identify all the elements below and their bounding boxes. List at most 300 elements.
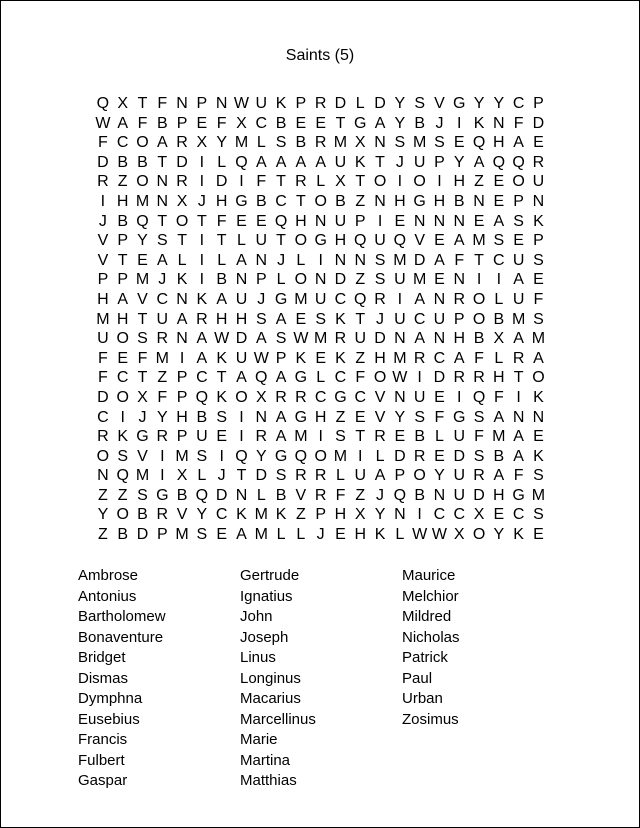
grid-letter: K (117, 428, 129, 446)
word-list-item: Martina (240, 751, 291, 769)
grid-letter: R (156, 428, 169, 446)
grid-letter: A (493, 408, 505, 426)
grid-letter: Y (97, 506, 109, 524)
grid-letter: R (314, 486, 327, 504)
grid-letter: T (355, 428, 366, 446)
grid-letter: G (136, 428, 149, 446)
grid-letter: V (374, 408, 386, 426)
grid-letter: N (255, 251, 268, 269)
grid-row (93, 349, 548, 369)
grid-letter: C (433, 506, 446, 524)
grid-letter: T (137, 95, 148, 112)
grid-letter: Z (295, 506, 306, 524)
grid-letter: I (160, 447, 165, 465)
grid-letter: Y (394, 408, 406, 426)
grid-letter: B (117, 526, 129, 544)
grid-letter: J (435, 114, 444, 132)
grid-letter: Q (354, 290, 367, 308)
grid-letter: M (472, 232, 486, 250)
grid-letter: T (295, 192, 306, 210)
grid-letter: M (294, 428, 308, 446)
grid-letter: I (199, 271, 205, 289)
grid-letter: F (98, 369, 108, 387)
grid-letter: T (355, 173, 366, 191)
grid-letter: U (512, 251, 525, 269)
grid-letter: Z (117, 173, 128, 191)
grid-letter: E (473, 212, 485, 230)
grid-letter: I (417, 369, 422, 387)
grid-letter: C (314, 388, 327, 406)
grid-letter: S (414, 95, 425, 112)
word-list-item: John (240, 608, 273, 625)
grid-letter: D (97, 388, 109, 406)
word-list-column-3 (402, 566, 460, 730)
grid-row (93, 388, 548, 408)
grid-letter: N (156, 173, 169, 191)
grid-letter: V (176, 506, 188, 524)
grid-letter: P (354, 212, 366, 230)
grid-letter: M (234, 134, 249, 152)
grid-letter: R (156, 506, 169, 524)
grid-letter: B (176, 486, 188, 504)
grid-letter: G (156, 486, 169, 504)
grid-letter: W (95, 114, 111, 132)
grid-letter: I (457, 114, 462, 132)
grid-letter: R (295, 467, 307, 485)
grid-letter: M (531, 486, 546, 504)
grid-letter: O (175, 212, 189, 230)
grid-letter: I (377, 212, 383, 230)
grid-letter: Q (255, 369, 268, 387)
grid-letter: N (176, 330, 188, 348)
grid-letter: N (493, 114, 505, 132)
grid-letter: O (314, 447, 327, 465)
grid-letter: A (434, 251, 445, 269)
grid-letter: O (314, 192, 327, 210)
grid-letter: T (177, 232, 187, 250)
grid-letter: P (176, 114, 188, 132)
grid-letter: S (414, 408, 425, 426)
grid-letter: G (294, 369, 308, 387)
grid-letter: K (473, 114, 485, 132)
grid-letter: R (532, 153, 545, 171)
grid-letter: U (334, 153, 347, 171)
grid-letter: L (375, 447, 385, 465)
grid-letter: B (255, 192, 267, 210)
grid-row (93, 290, 548, 310)
grid-letter: F (355, 369, 366, 387)
grid-letter: X (137, 388, 148, 406)
grid-letter: A (453, 232, 465, 250)
grid-letter: O (116, 388, 129, 406)
grid-letter: G (453, 95, 466, 112)
grid-letter: A (255, 330, 267, 348)
grid-letter: C (156, 290, 169, 308)
grid-letter: L (256, 486, 266, 504)
grid-letter: W (392, 369, 408, 387)
grid-letter: D (413, 251, 426, 269)
grid-letter: R (334, 330, 347, 348)
grid-letter: S (137, 486, 148, 504)
grid-letter: R (156, 330, 169, 348)
grid-letter: B (414, 114, 425, 132)
grid-letter: H (433, 192, 446, 210)
grid-letter: A (295, 153, 307, 171)
grid-row (93, 329, 548, 349)
grid-letter: F (216, 212, 227, 230)
grid-letter: I (358, 447, 363, 465)
grid-letter: D (255, 467, 268, 485)
grid-letter: U (532, 173, 545, 191)
grid-letter: U (453, 486, 466, 504)
grid-row (93, 466, 548, 486)
grid-letter: V (295, 486, 307, 504)
grid-letter: Q (294, 447, 308, 465)
grid-letter: B (493, 447, 505, 465)
grid-letter: A (275, 310, 287, 328)
grid-letter: A (493, 212, 505, 230)
grid-letter: V (434, 95, 445, 112)
grid-letter: B (414, 428, 425, 446)
grid-letter: H (97, 290, 109, 308)
grid-letter: Z (117, 486, 128, 504)
grid-letter: A (216, 290, 228, 308)
word-list-item: Dymphna (78, 690, 143, 707)
grid-letter: B (137, 153, 148, 171)
grid-letter: B (117, 153, 129, 171)
grid-letter: T (196, 212, 207, 230)
grid-row (93, 427, 548, 447)
grid-letter: J (217, 467, 226, 485)
grid-letter: U (453, 428, 466, 446)
grid-letter: P (513, 192, 524, 210)
grid-letter: N (235, 486, 248, 504)
grid-letter: R (255, 428, 268, 446)
grid-letter: A (513, 428, 524, 446)
grid-letter: Y (394, 114, 406, 132)
grid-letter: Y (374, 506, 386, 524)
grid-letter: T (157, 153, 168, 171)
word-list-item: Ambrose (78, 567, 139, 584)
grid-letter: H (295, 212, 307, 230)
grid-letter: K (275, 506, 287, 524)
grid-letter: V (137, 447, 148, 465)
grid-letter: R (453, 290, 466, 308)
grid-letter: I (457, 388, 462, 406)
grid-letter: X (493, 330, 505, 348)
grid-letter: D (334, 271, 347, 289)
grid-letter: G (235, 192, 248, 210)
grid-letter: R (374, 290, 386, 308)
grid-letter: E (137, 251, 148, 269)
grid-letter: Z (335, 408, 346, 426)
grid-letter: A (196, 330, 208, 348)
grid-letter: D (374, 95, 386, 112)
grid-letter: S (255, 310, 267, 328)
grid-letter: U (394, 271, 406, 289)
grid-letter: E (394, 212, 406, 230)
grid-letter: F (98, 134, 108, 152)
grid-letter: S (394, 134, 406, 152)
grid-letter: B (216, 271, 228, 289)
grid-letter: F (256, 173, 267, 191)
grid-letter: E (434, 271, 445, 289)
grid-letter: M (254, 506, 268, 524)
grid-letter: S (533, 506, 544, 524)
grid-letter: K (533, 388, 544, 406)
grid-letter: E (295, 310, 307, 328)
grid-letter: N (394, 330, 406, 348)
grid-letter: S (117, 447, 129, 465)
grid-letter: S (275, 467, 287, 485)
grid-letter: U (394, 310, 406, 328)
grid-letter: I (199, 251, 205, 269)
grid-letter: S (275, 134, 287, 152)
grid-letter: H (235, 310, 248, 328)
grid-letter: F (157, 95, 168, 112)
grid-letter: A (255, 153, 267, 171)
word-list-item: Antonius (78, 587, 137, 605)
grid-letter: A (117, 114, 129, 132)
grid-letter: V (374, 388, 386, 406)
grid-letter: F (335, 486, 346, 504)
grid-letter: S (374, 271, 386, 289)
grid-letter: L (197, 467, 207, 485)
word-list-item: Matthias (240, 772, 297, 789)
grid-letter: M (155, 349, 169, 367)
grid-letter: D (235, 330, 248, 348)
grid-letter: Y (473, 95, 485, 112)
grid-letter: D (176, 153, 188, 171)
grid-letter: N (512, 408, 525, 426)
grid-letter: P (295, 95, 307, 112)
grid-letter: U (433, 310, 446, 328)
grid-letter: K (216, 388, 228, 406)
grid-letter: B (156, 114, 168, 132)
grid-letter: N (532, 192, 545, 210)
grid-letter: S (473, 408, 485, 426)
grid-letter: O (373, 173, 387, 191)
word-list-item: Francis (78, 731, 128, 748)
grid-letter: Q (393, 232, 407, 250)
grid-letter: L (316, 173, 326, 191)
grid-letter: T (117, 251, 128, 269)
grid-letter: O (472, 290, 486, 308)
grid-letter: H (314, 408, 327, 426)
grid-letter: G (294, 408, 308, 426)
grid-letter: T (276, 173, 286, 191)
grid-letter: P (394, 467, 406, 485)
grid-letter: L (296, 251, 306, 269)
grid-letter: Q (492, 153, 506, 171)
grid-letter: A (315, 153, 326, 171)
grid-letter: K (216, 349, 228, 367)
grid-letter: U (354, 467, 367, 485)
grid-letter: U (235, 349, 248, 367)
grid-letter: Z (98, 486, 108, 504)
grid-letter: X (176, 192, 188, 210)
grid-letter: B (453, 192, 465, 210)
grid-letter: U (374, 232, 386, 250)
grid-letter: A (236, 251, 247, 269)
grid-letter: O (116, 330, 129, 348)
grid-letter: I (199, 153, 205, 171)
grid-letter: H (493, 486, 505, 504)
grid-letter: H (215, 192, 228, 210)
grid-letter: S (493, 232, 505, 250)
grid-letter: T (157, 212, 168, 230)
grid-letter: U (413, 153, 426, 171)
grid-letter: G (354, 114, 367, 132)
grid-letter: N (473, 192, 485, 210)
grid-letter: U (354, 330, 367, 348)
grid-letter: S (374, 251, 386, 269)
grid-letter: M (393, 349, 407, 367)
grid-letter: P (434, 153, 445, 171)
grid-letter: E (255, 212, 267, 230)
grid-letter: E (533, 271, 544, 289)
grid-letter: K (275, 95, 287, 112)
grid-letter: V (97, 232, 109, 250)
grid-letter: M (412, 134, 427, 152)
grid-letter: C (493, 251, 505, 269)
grid-letter: S (156, 232, 168, 250)
word-list-item: Longinus (240, 669, 301, 687)
grid-row (93, 172, 548, 192)
grid-letter: A (156, 251, 168, 269)
grid-letter: Y (453, 153, 465, 171)
grid-letter: N (156, 192, 169, 210)
grid-letter: E (216, 428, 228, 446)
grid-letter: X (196, 134, 208, 152)
word-list-item: Gaspar (78, 772, 128, 789)
grid-letter: E (493, 173, 505, 191)
grid-letter: H (374, 349, 386, 367)
grid-letter: W (293, 330, 309, 348)
grid-letter: H (334, 232, 347, 250)
grid-letter: I (318, 428, 323, 446)
grid-letter: A (275, 408, 287, 426)
grid-letter: H (116, 310, 129, 328)
grid-letter: I (239, 408, 244, 426)
grid-letter: N (453, 212, 466, 230)
grid-letter: C (512, 95, 525, 112)
grid-letter: M (175, 526, 189, 544)
grid-letter: G (453, 408, 466, 426)
word-list-item: Maurice (402, 567, 456, 584)
grid-letter: X (335, 173, 346, 191)
grid-letter: R (196, 310, 208, 328)
grid-letter: E (315, 114, 326, 132)
grid-letter: J (376, 486, 385, 504)
grid-letter: S (533, 310, 544, 328)
grid-letter: B (275, 486, 287, 504)
grid-letter: C (255, 114, 268, 132)
grid-letter: V (137, 290, 148, 308)
grid-letter: Z (355, 271, 366, 289)
grid-letter: T (513, 369, 524, 387)
grid-letter: D (453, 447, 466, 465)
grid-letter: L (434, 428, 444, 446)
grid-letter: N (374, 192, 386, 210)
grid-letter: K (354, 153, 366, 171)
grid-letter: Q (274, 212, 288, 230)
grid-letter: U (255, 232, 268, 250)
grid-letter: Q (472, 388, 486, 406)
grid-letter: U (334, 212, 347, 230)
grid-letter: B (414, 486, 425, 504)
grid-row (93, 486, 548, 506)
grid-letter: O (116, 506, 129, 524)
grid-letter: X (354, 134, 366, 152)
grid-letter: C (116, 134, 129, 152)
grid-letter: C (215, 506, 228, 524)
grid-letter: U (97, 330, 109, 348)
grid-letter: N (413, 212, 426, 230)
grid-letter: L (276, 526, 286, 544)
grid-letter: S (275, 330, 287, 348)
grid-letter: T (137, 369, 148, 387)
grid-letter: P (117, 232, 129, 250)
letter-grid (93, 94, 548, 545)
grid-letter: Q (393, 486, 407, 504)
grid-letter: D (334, 95, 347, 112)
grid-letter: Q (96, 95, 110, 112)
grid-letter: H (453, 330, 466, 348)
grid-letter: R (473, 369, 485, 387)
grid-letter: S (196, 526, 208, 544)
grid-letter: N (394, 388, 406, 406)
word-list-item: Nicholas (402, 628, 460, 646)
grid-letter: A (236, 369, 247, 387)
grid-letter: P (156, 526, 168, 544)
grid-letter: F (98, 349, 108, 367)
grid-letter: G (512, 486, 525, 504)
grid-letter: E (196, 114, 208, 132)
grid-letter: E (513, 232, 524, 250)
grid-letter: F (157, 388, 168, 406)
grid-letter: K (533, 212, 544, 230)
grid-letter: K (236, 506, 247, 524)
grid-letter: Z (157, 369, 168, 387)
grid-letter: I (100, 192, 106, 210)
grid-letter: J (257, 290, 266, 308)
grid-letter: H (116, 192, 129, 210)
grid-letter: N (433, 330, 446, 348)
grid-letter: V (414, 232, 425, 250)
grid-letter: A (117, 290, 129, 308)
word-list-item: Marie (240, 731, 278, 748)
grid-row (93, 212, 548, 232)
word-list-item: Bridget (78, 649, 126, 666)
grid-letter: A (513, 134, 524, 152)
grid-letter: I (318, 251, 323, 269)
grid-letter: A (414, 330, 425, 348)
grid-letter: Q (235, 447, 248, 465)
grid-letter: W (412, 526, 428, 544)
grid-letter: R (97, 173, 109, 191)
grid-letter: P (97, 271, 109, 289)
grid-letter: P (453, 310, 465, 328)
grid-letter: O (373, 369, 387, 387)
grid-letter: M (333, 134, 348, 152)
grid-letter: C (334, 290, 347, 308)
grid-letter: D (394, 447, 406, 465)
grid-letter: U (196, 428, 208, 446)
grid-letter: L (217, 153, 227, 171)
grid-letter: E (533, 526, 544, 544)
grid-letter: R (176, 173, 188, 191)
